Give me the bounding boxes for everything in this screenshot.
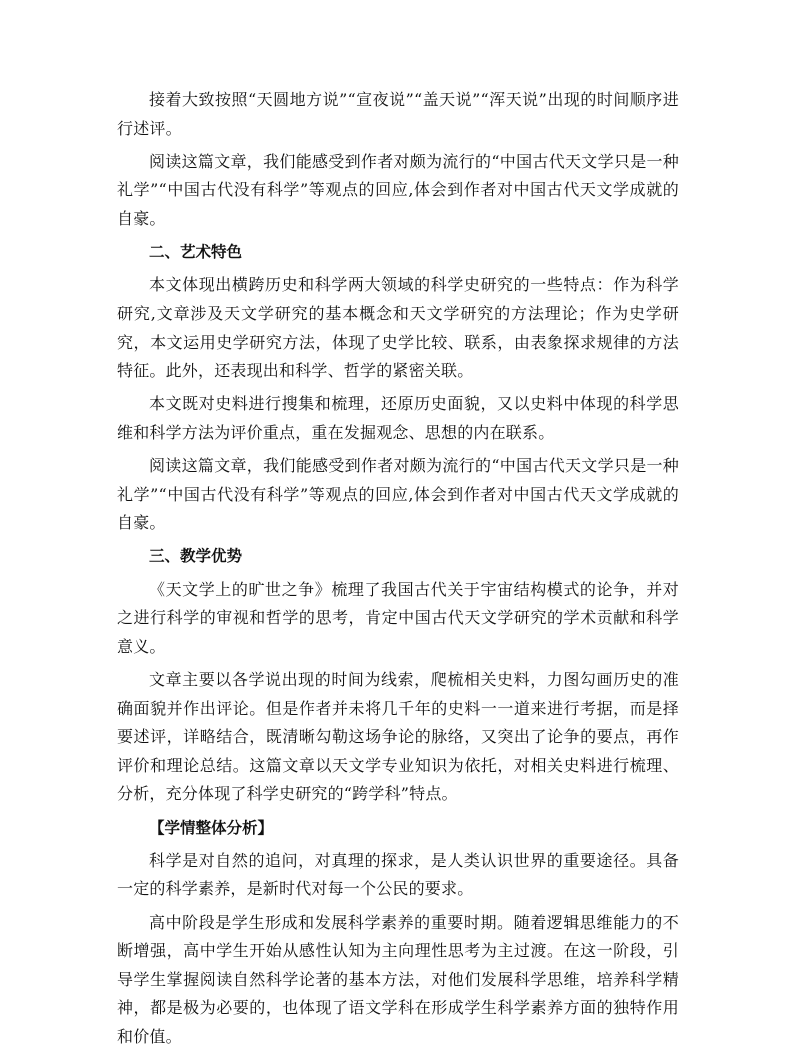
heading-student-analysis: 【学情整体分析】 (149, 818, 274, 837)
paragraph-author-response-1: 阅读这篇文章，我们能感受到作者对颇为流行的“中国古代天文学只是一种礼学”“中国古代没有科学”等观点的回应,体会到作者对中国古代天文学成就的自豪。 (117, 151, 679, 228)
paragraph-sequence-review: 接着大致按照“天圆地方说”“宣夜说”“盖天说”“浑天说”出现的时间顺序进行述评。 (117, 90, 679, 138)
paragraph-article-summary: 《天文学上的旷世之争》梳理了我国古代关于宇宙结构模式的论争，并对之进行科学的审视和哲学的思考，肯定中国古代天文学研究的学术贡献和科学意义。 (117, 579, 679, 656)
paragraph-science-literacy: 科学是对自然的追问，对真理的探求，是人类认识世界的重要途径。具备一定的科学素养，是新时代对每一个公民的要求。 (117, 850, 679, 899)
paragraph-interdisciplinary-features: 本文体现出横跨历史和科学两大领域的科学史研究的一些特点：作为科学研究,文章涉及天文学研究的基本概念和天文学研究的方法理论；作为史学研究，本文运用史学研究方法，体现了史学比较、联系，由表象探求规律的方法特征。此外，还表现出和科学、哲学的紧密关联。 (117, 275, 679, 381)
paragraph-author-response-2: 阅读这篇文章，我们能感受到作者对颇为流行的“中国古代天文学只是一种礼学”“中国古代没有科学”等观点的回应,体会到作者对中国古代天文学成就的自豪。 (117, 456, 679, 533)
paragraph-high-school-stage: 高中阶段是学生形成和发展科学素养的重要时期。随着逻辑思维能力的不断增强，高中学生开始从感性认知为主向理性思考为主过渡。在这一阶段，引导学生掌握阅读自然科学论著的基本方法，对他们发展科学思维，培养科学精神，都是极为必要的，也体现了语文学科在形成学生科学素养方面的独特作用和价值。 (117, 912, 679, 1046)
paragraph-article-method: 文章主要以各学说出现的时间为线索，爬梳相关史料，力图勾画历史的准确面貌并作出评论。但是作者并未将几千年的史料一一道来进行考据，而是择要述评，详略结合，既清晰勾勒这场争论的脉络，又突出了论争的要点，再作评价和理论总结。这篇文章以天文学专业知识为依托，对相关史料进行梳理、分析，充分体现了科学史研究的“跨学科”特点。 (117, 670, 679, 804)
document-page (117, 86, 679, 1056)
paragraph-historical-materials: 本文既对史料进行搜集和梳理，还原历史面貌，又以史料中体现的科学思维和科学方法为评价重点，重在发掘观念、思想的内在联系。 (117, 394, 679, 442)
heading-teaching-advantages: 三、教学优势 (149, 547, 243, 566)
heading-artistic-features: 二、艺术特色 (149, 243, 243, 262)
